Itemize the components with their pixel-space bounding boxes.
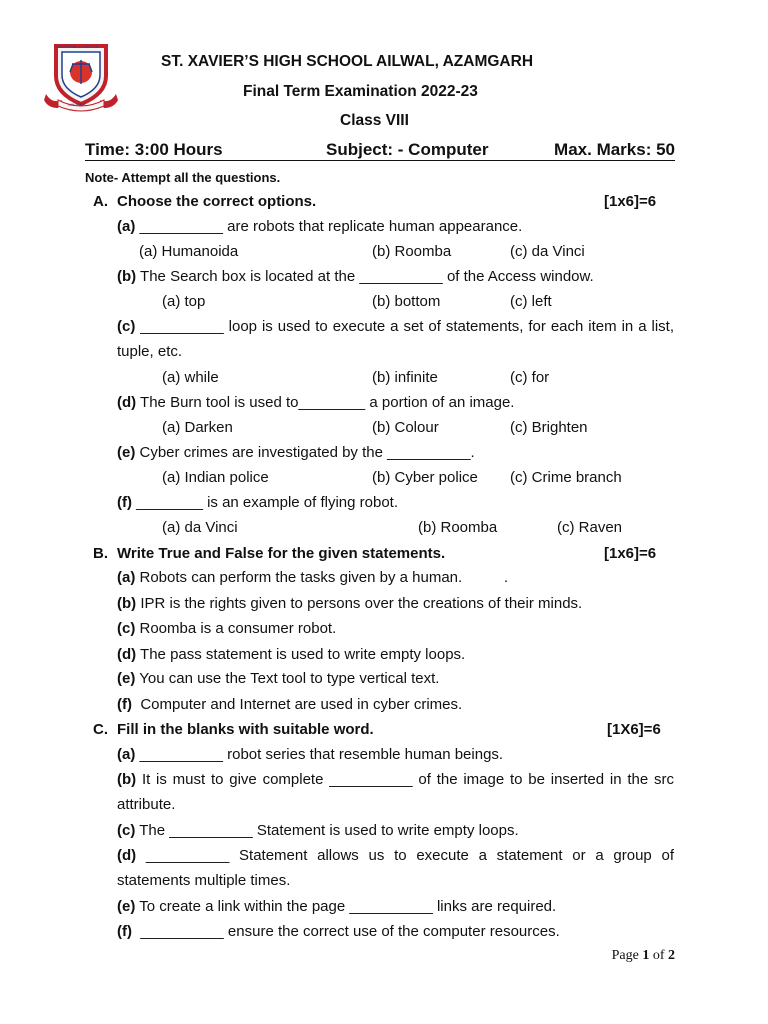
option: (c) Crime branch (510, 469, 622, 486)
option: (a) while (162, 369, 219, 386)
option: (c) for (510, 369, 550, 386)
option: (b) infinite (372, 369, 438, 386)
question-text: To create a link within the page __________ links are required. (135, 898, 557, 915)
question-label: (f) (117, 696, 132, 713)
question-text: The Search box is located at the __________ of the Access window. (136, 268, 594, 285)
option: (a) Humanoida (139, 243, 239, 260)
question-label: (c) (117, 620, 136, 637)
question-label: (e) (117, 670, 136, 687)
question-a-f (117, 490, 674, 515)
question-c-e (117, 894, 674, 919)
option: (c) da Vinci (510, 243, 585, 260)
question-b-b (117, 591, 674, 616)
page-number (612, 948, 675, 964)
question-text: The __________ Statement is used to write empty loops. (135, 822, 519, 839)
question-text: The Burn tool is used to________ a portion of an image. (136, 394, 515, 411)
meta-divider (85, 160, 675, 161)
question-text: __________ loop is used to execute a set of statements, for each item in a list, tuple, etc. (117, 318, 674, 360)
question-label: (d) (117, 847, 137, 864)
question-a-d (117, 390, 674, 415)
question-c-d (117, 843, 674, 893)
question-c-a (117, 742, 674, 767)
option: (a) top (162, 293, 206, 310)
question-label: (a) (117, 569, 136, 586)
section-b-letter: B. (93, 545, 108, 562)
option: (a) Darken (162, 419, 233, 436)
option: (c) Brighten (510, 419, 588, 436)
question-a-b (117, 264, 674, 289)
question-a-e (117, 440, 674, 465)
question-text: __________ Statement allows us to execute a statement or a group of statements multiple times. (117, 847, 674, 889)
question-label: (c) (117, 318, 136, 335)
school-name: ST. XAVIER’S HIGH SCHOOL AILWAL, AZAMGARH (161, 53, 534, 70)
question-label: (b) (117, 771, 137, 788)
crest-motto-bottom: XAVIER'S (68, 102, 86, 107)
option: (b) Colour (372, 419, 439, 436)
section-b-marks: [1x6]=6 (604, 545, 657, 562)
question-text: Computer and Internet are used in cyber crimes. (132, 696, 463, 713)
question-text: ________ is an example of flying robot. (132, 494, 399, 511)
question-a-c (117, 314, 674, 364)
option: (a) da Vinci (162, 519, 238, 536)
section-b-title: Write True and False for the given statements. (117, 545, 446, 562)
option: (b) bottom (372, 293, 441, 310)
question-label: (f) (117, 494, 132, 511)
question-c-c (117, 818, 674, 843)
question-b-a (117, 565, 674, 590)
question-c-b (117, 767, 674, 817)
exam-time: Time: 3:00 Hours (85, 140, 223, 159)
section-a-marks: [1x6]=6 (604, 193, 657, 210)
exam-note: Note- Attempt all the questions. (85, 170, 281, 185)
question-text: You can use the Text tool to type vertical text. (135, 670, 440, 687)
question-label: (a) (117, 746, 136, 763)
question-label: (d) (117, 646, 137, 663)
class-title: Class VIII (340, 112, 409, 129)
section-a-title: Choose the correct options. (117, 193, 317, 210)
page-of: of (649, 948, 668, 963)
question-label: (c) (117, 822, 136, 839)
crest-motto-top: DISCIPLINE & JUSTICE (55, 44, 99, 49)
question-b-d (117, 642, 674, 667)
question-text: Robots can perform the tasks given by a human. . (135, 569, 509, 586)
option: (c) left (510, 293, 552, 310)
option: (c) Raven (557, 519, 623, 536)
question-text: IPR is the rights given to persons over the creations of their minds. (136, 595, 583, 612)
question-c-f (117, 919, 674, 944)
section-c-letter: C. (93, 721, 108, 738)
question-text: __________ are robots that replicate human appearance. (135, 218, 523, 235)
section-a-letter: A. (93, 193, 108, 210)
page-total: 2 (668, 948, 675, 963)
question-text: The pass statement is used to write empty loops. (136, 646, 466, 663)
option: (b) Roomba (418, 519, 498, 536)
option: (b) Cyber police (372, 469, 478, 486)
question-label: (b) (117, 268, 137, 285)
question-text: __________ robot series that resemble human beings. (135, 746, 504, 763)
question-label: (e) (117, 444, 136, 461)
page-prefix: Page (611, 948, 643, 963)
question-label: (d) (117, 394, 137, 411)
exam-meta-row (85, 140, 675, 162)
page-current: 1 (642, 948, 650, 963)
question-label: (e) (117, 898, 136, 915)
section-c-title: Fill in the blanks with suitable word. (117, 721, 374, 738)
question-text: Cyber crimes are investigated by the __________. (135, 444, 475, 461)
section-c-marks: [1X6]=6 (607, 721, 661, 738)
question-text: It is must to give complete __________ of the image to be inserted in the src attribute. (117, 771, 674, 813)
question-text: __________ ensure the correct use of the computer resources. (132, 923, 560, 940)
question-label: (f) (117, 923, 132, 940)
option: (b) Roomba (372, 243, 452, 260)
question-a-a (117, 214, 674, 239)
exam-max-marks: Max. Marks: 50 (554, 140, 675, 159)
exam-title: Final Term Examination 2022-23 (243, 83, 478, 100)
question-b-c (117, 616, 674, 641)
question-b-f (117, 692, 674, 717)
question-text: Roomba is a consumer robot. (135, 620, 337, 637)
question-label: (a) (117, 218, 136, 235)
option: (a) Indian police (162, 469, 269, 486)
question-label: (b) (117, 595, 137, 612)
question-b-e (117, 666, 674, 691)
exam-subject: Subject: - Computer (326, 140, 489, 159)
